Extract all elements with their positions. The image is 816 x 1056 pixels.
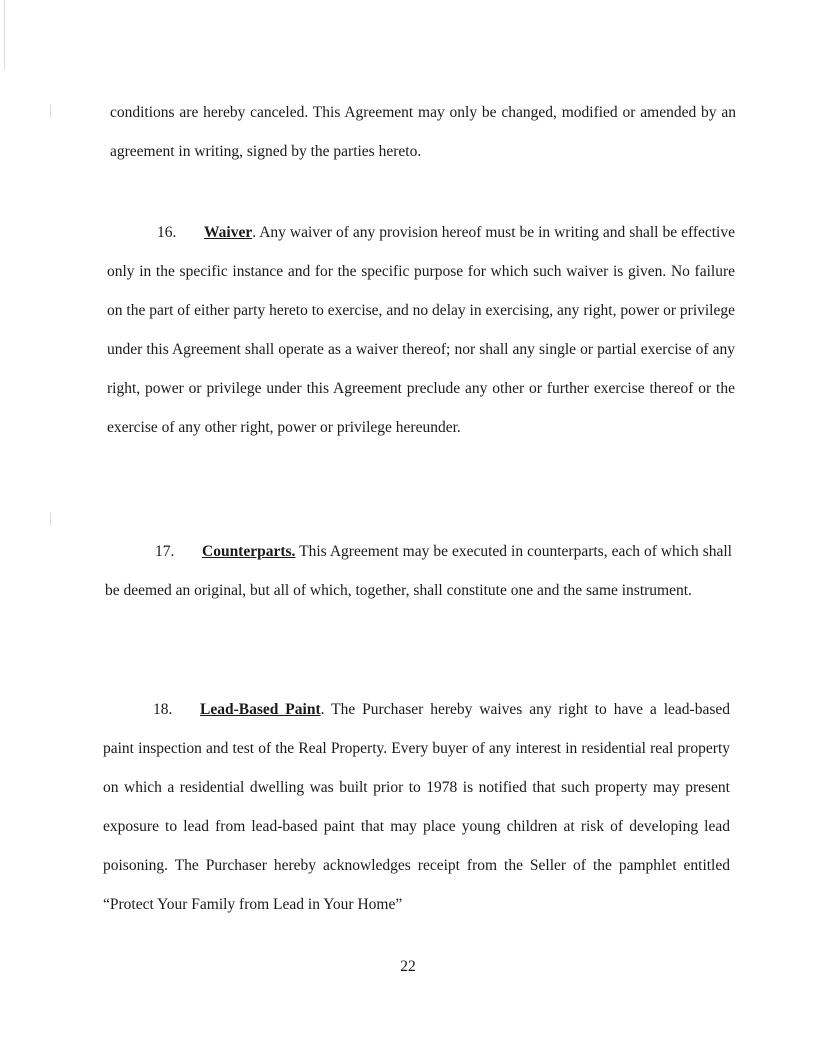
section-18-lead-based-paint [103,690,730,924]
section-body: This Agreement may be executed in counterparts, each of which shall be deemed an original, but all of which, together, shall constitute one and the same instrument. [105,543,732,599]
scan-edge-mark [4,0,5,70]
continuation-paragraph: conditions are hereby canceled. This Agreement may only be changed, modified or amended by an agreement in writing, signed by the parties hereto. [110,104,736,160]
section-16-waiver [107,213,735,447]
scan-edge-mark [50,104,51,118]
section-heading: Lead-Based Paint [200,701,321,718]
section-number: 17. [155,543,175,560]
section-body: The Purchaser hereby waives any right to have a lead-based paint inspection and test of the Real Property. Every buyer of any interest in residential real property on which a residential dwelling was built prior to 1978 is notified that such property may present exposure to lead from lead-based paint that may place young children at risk of developing lead poisoning. The Purchaser hereby acknowledges receipt from the Seller of the pamphlet entitled “Protect Your Family from Lead in Your Home” [103,701,730,913]
section-heading: Counterparts. [202,543,296,560]
page-number: 22 [400,958,416,975]
section-number: 16. [157,224,177,241]
section-17-counterparts [105,532,732,610]
section-number: 18. [153,701,173,718]
section-body: Any waiver of any provision hereof must be in writing and shall be effective only in the specific instance and for the specific purpose for which such waiver is given. No failure on the part of either party hereto to exercise, and no delay in exercising, any right, power or privilege under this Agreement shall operate as a waiver thereof; nor shall any single or partial exercise of any right, power or privilege under this Agreement preclude any other or further exercise thereof or the exercise of any other right, power or privilege hereunder. [107,224,735,436]
section-heading: Waiver [204,224,253,241]
heading-punctuation: . [252,224,257,241]
scan-edge-mark [50,512,51,526]
heading-punctuation: . [320,701,325,718]
